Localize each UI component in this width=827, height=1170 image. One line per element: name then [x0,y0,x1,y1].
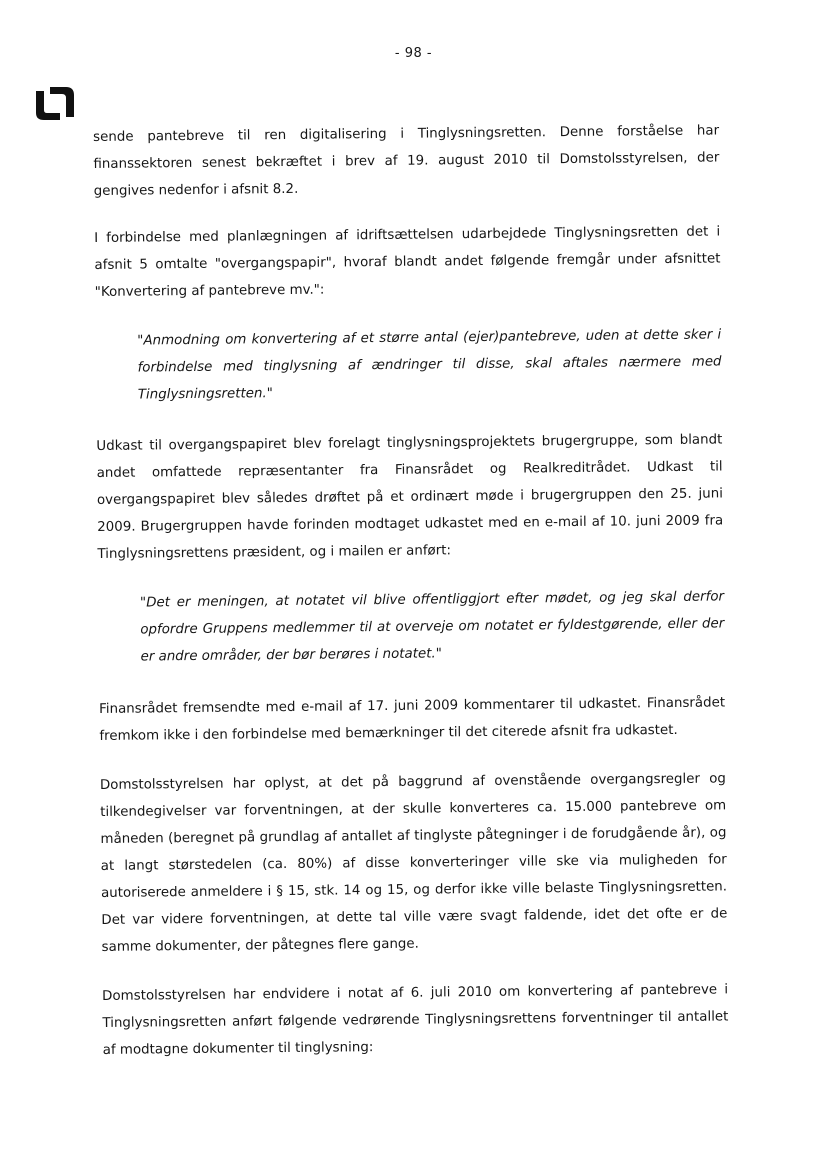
page-number: - 98 - [394,46,433,61]
quote-email: "Det er meningen, at notatet vil blive offentliggjort efter mødet, og jeg skal derfor opfordre Gruppens medlemmer til at overveje om notatet er fyldestgørende, eller der er andre områder, der bør berøres i notatet." [139,589,725,665]
paragraph-5: Domstolsstyrelsen har oplyst, at det på baggrund af ovenstående overgangsregler og tilkendegivelser var forventningen, at der skulle konverteres ca. 15.000 pantebreve om måneden (beregnet på grundlag af antallet af tinglyste påtegninger i de forudgående år), og at langt størstedelen (ca. 80%) af disse konverteringer ville ske via muligheden for autoriserede anmeldere i § 15, stk. 14 og 15, og derfor ikke ville belaste Tinglysningsretten. Det var videre forventningen, at dette tal ville være svagt faldende, idet det ofte er de samme dokumenter, der påtegnes flere gange. [99,771,728,955]
paragraph-4: Finansrådet fremsendte med e-mail af 17. juni 2009 kommentarer til udkastet. Finansrådet fremkom ikke i den forbindelse med bemærkninger til det citerede afsnit fra udkastet. [99,695,726,744]
paragraph-2: I forbindelse med planlægningen af idriftsættelsen udarbejdede Tinglysningsretten det i afsnit 5 omtalte "overgangspapir", hvoraf blandt andet følgende fremgår under afsnittet "Konvertering af pantebreve mv.": [94,224,721,300]
quote-overgangspapir: "Anmodning om konvertering af et større antal (ejer)pantebreve, uden at dette sker i forbindelse med tinglysning af ændringer til disse, skal aftales nærmere med Tinglysningsretten." [137,327,722,403]
document-body [93,117,729,1086]
paragraph-1: sende pantebreve til ren digitalisering i Tinglysningsretten. Denne forståelse har finanssektoren senest bekræftet i brev af 19. august 2010 til Domstolsstyrelsen, der gengives nedenfor i afsnit 8.2. [93,123,720,199]
domstolsstyrelsen-logo-icon [32,83,78,123]
paragraph-3: Udkast til overgangspapiret blev forelagt tinglysningsprojektets brugergruppe, som blandt andet omfattede repræsentanter fra Finansrådet og Realkreditrådet. Udkast til overgangspapiret blev således drøftet på et ordinært møde i brugergruppen den 25. juni 2009. Brugergruppen havde forinden modtaget udkastet med en e-mail af 10. juni 2009 fra Tinglysningsrettens præsident, og i mailen er anført: [96,432,724,562]
paragraph-6: Domstolsstyrelsen har endvidere i notat af 6. juli 2010 om konvertering af pantebreve i Tinglysningsretten anført følgende vedrørende Tinglysningsrettens forventninger til antallet af modtagne dokumenter til tinglysning: [102,982,729,1058]
